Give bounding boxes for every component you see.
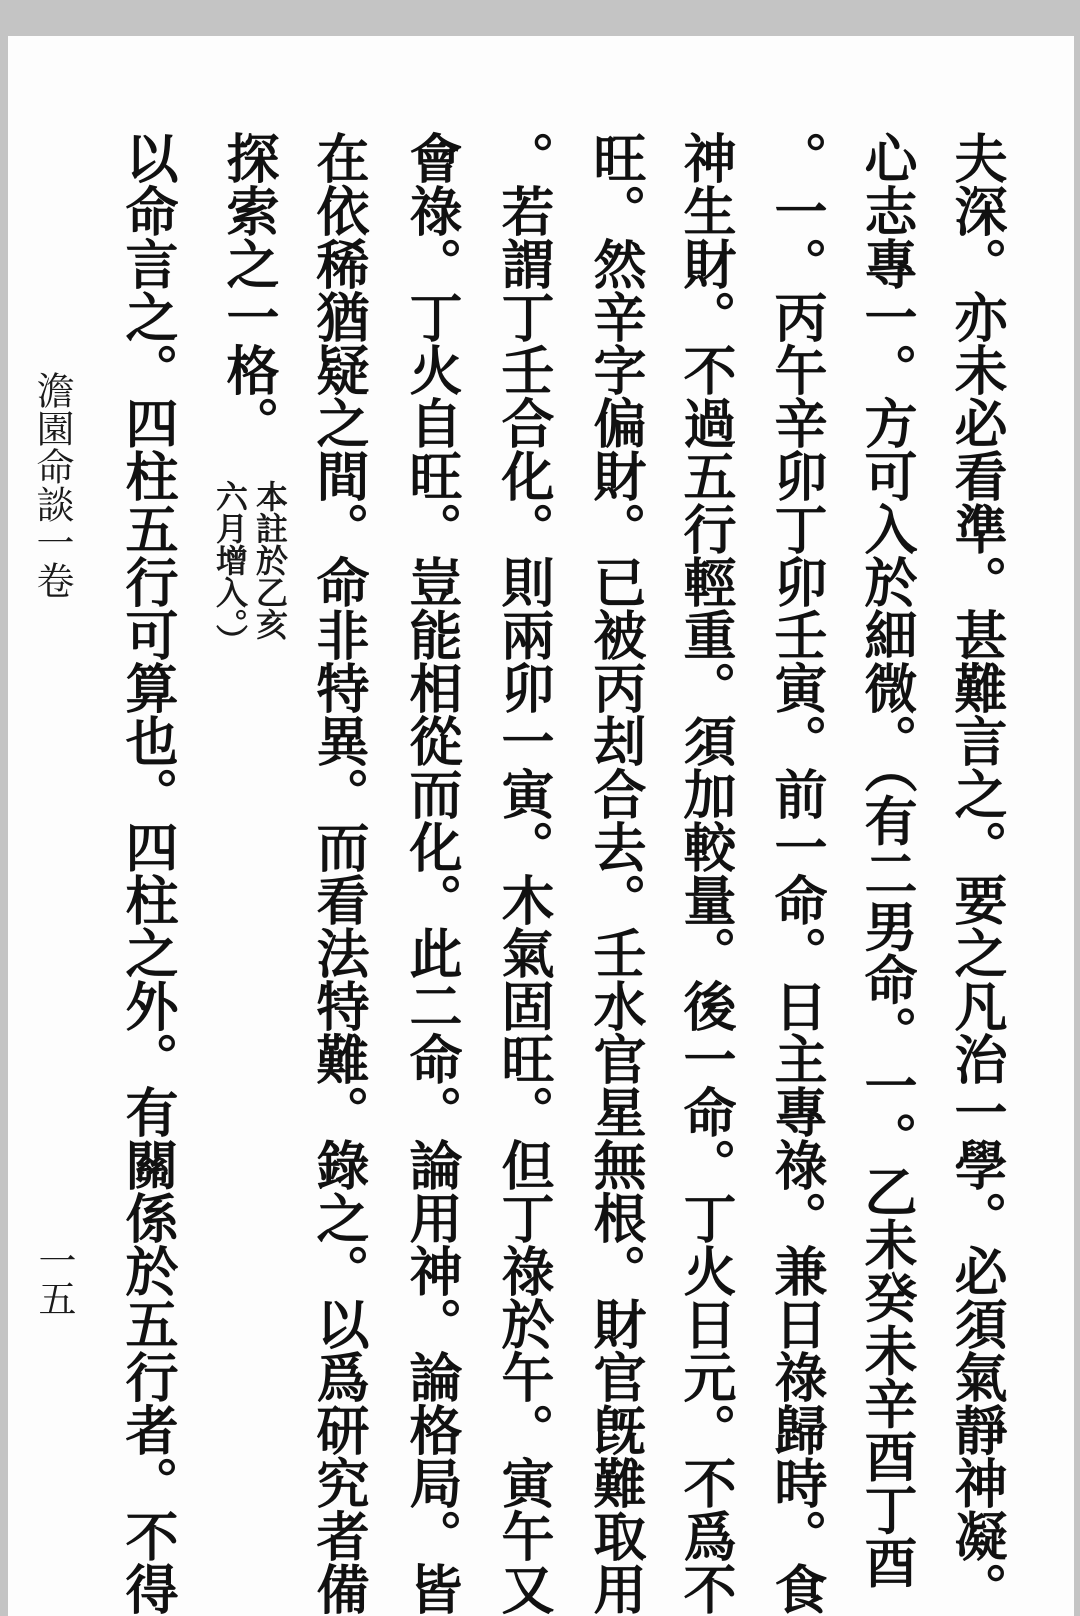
text-column-7: 會祿。丁火自旺。豈能相從而化。此二命。論用神。論格局。皆: [401, 131, 463, 1615]
text-column-1: 夫深。亦未必看準。甚難言之。要之凡治一學。必須氣靜神凝。: [946, 131, 1008, 1615]
page-number: 一五: [32, 1241, 76, 1317]
text-column-4: 神生財。不過五行輕重。須加較量。後一命。丁火日元。不爲不: [675, 131, 737, 1615]
text-column-8: 在依稀猶疑之間。命非特異。而看法特難。錄之。以爲研究者備: [308, 131, 370, 1615]
text-column-5: 旺。然辛字偏財。已被丙刦合去。壬水官星無根。財官旣難取用: [585, 131, 647, 1615]
inline-note-line-1: 本註於乙亥: [251, 480, 289, 640]
text-column-9: 探索之一格。: [218, 131, 280, 449]
book-page: [8, 36, 1074, 1616]
text-column-10: 以命言之。四柱五行可算也。四柱之外。有關係於五行者。不得: [117, 131, 179, 1615]
inline-note-line-2: 六月增入。）: [211, 480, 249, 656]
text-column-6: 。若謂丁壬合化。則兩卯一寅。木氣固旺。但丁祿於午。寅午又: [493, 131, 555, 1615]
book-title: 澹園命談一卷: [30, 371, 74, 599]
text-column-2: 心志專一。方可入於細微。（有二男命。一。乙未癸未辛酉丁酉: [856, 131, 918, 1589]
text-column-3: 。一。丙午辛卯丁卯壬寅。前一命。日主專祿。兼日祿歸時。食: [766, 131, 828, 1615]
